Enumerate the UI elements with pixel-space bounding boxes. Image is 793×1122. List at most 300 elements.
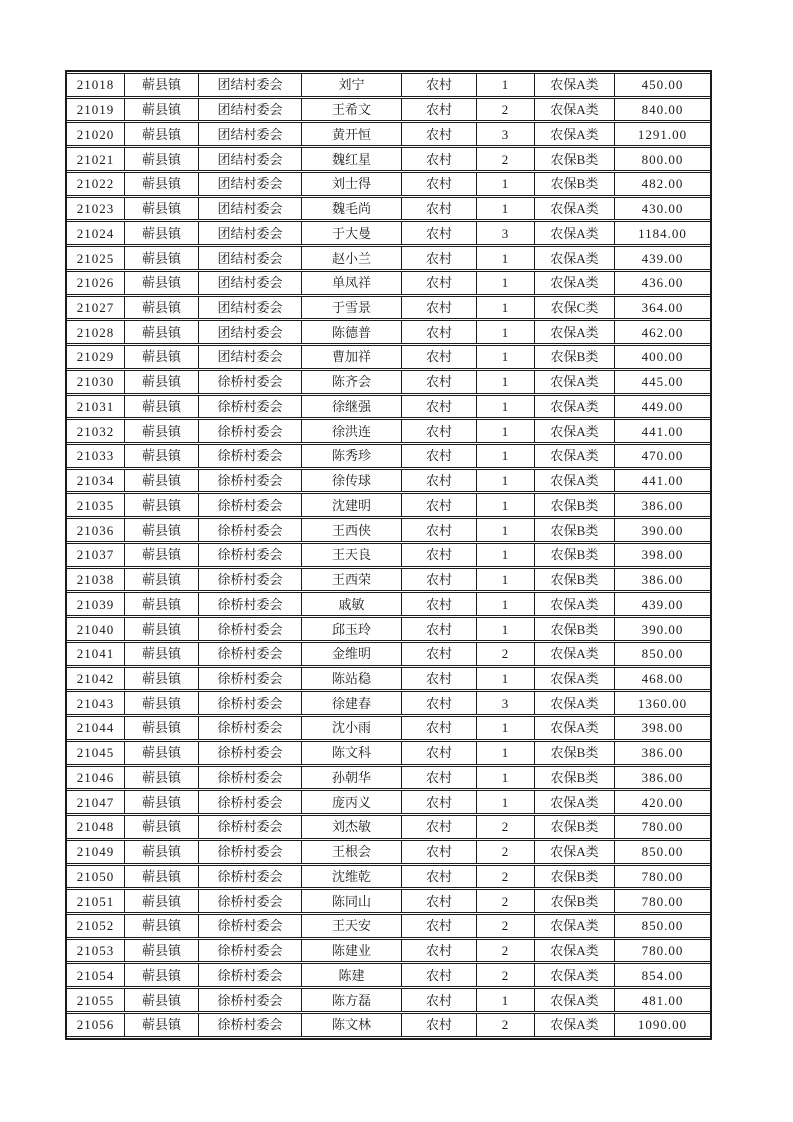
cell-village: 徐桥村委会	[199, 592, 302, 616]
table-row	[67, 741, 710, 765]
table-row	[67, 1013, 710, 1037]
cell-count: 1	[477, 197, 535, 221]
cell-residence: 农村	[402, 988, 477, 1012]
cell-name: 黄开恒	[302, 122, 402, 146]
cell-count: 1	[477, 73, 535, 97]
cell-category: 农保A类	[535, 716, 615, 740]
cell-category: 农保B类	[535, 518, 615, 542]
table-row	[67, 939, 710, 963]
cell-id: 21055	[67, 988, 125, 1012]
cell-village: 徐桥村委会	[199, 914, 302, 938]
cell-amount: 441.00	[615, 469, 710, 493]
cell-id: 21040	[67, 617, 125, 641]
cell-village: 团结村委会	[199, 271, 302, 295]
cell-residence: 农村	[402, 221, 477, 245]
cell-village: 团结村委会	[199, 246, 302, 270]
cell-amount: 390.00	[615, 617, 710, 641]
cell-count: 1	[477, 543, 535, 567]
cell-id: 21025	[67, 246, 125, 270]
table-row	[67, 197, 710, 221]
cell-village: 徐桥村委会	[199, 419, 302, 443]
cell-amount: 441.00	[615, 419, 710, 443]
cell-name: 沈建明	[302, 493, 402, 517]
cell-residence: 农村	[402, 444, 477, 468]
cell-residence: 农村	[402, 691, 477, 715]
cell-amount: 439.00	[615, 246, 710, 270]
table-row	[67, 889, 710, 913]
cell-residence: 农村	[402, 766, 477, 790]
cell-village: 徐桥村委会	[199, 444, 302, 468]
cell-category: 农保B类	[535, 741, 615, 765]
cell-name: 徐传球	[302, 469, 402, 493]
cell-amount: 450.00	[615, 73, 710, 97]
cell-town: 蕲县镇	[125, 518, 199, 542]
table-row	[67, 147, 710, 171]
cell-id: 21048	[67, 815, 125, 839]
benefits-table	[65, 70, 712, 1040]
cell-category: 农保A类	[535, 939, 615, 963]
cell-residence: 农村	[402, 667, 477, 691]
cell-count: 1	[477, 246, 535, 270]
cell-town: 蕲县镇	[125, 320, 199, 344]
cell-town: 蕲县镇	[125, 914, 199, 938]
cell-id: 21053	[67, 939, 125, 963]
cell-town: 蕲县镇	[125, 543, 199, 567]
cell-amount: 462.00	[615, 320, 710, 344]
cell-village: 徐桥村委会	[199, 667, 302, 691]
cell-name: 陈文科	[302, 741, 402, 765]
cell-village: 徐桥村委会	[199, 716, 302, 740]
cell-town: 蕲县镇	[125, 939, 199, 963]
cell-category: 农保A类	[535, 419, 615, 443]
cell-village: 徐桥村委会	[199, 1013, 302, 1037]
table-body	[67, 73, 710, 1037]
cell-town: 蕲县镇	[125, 122, 199, 146]
cell-town: 蕲县镇	[125, 147, 199, 171]
cell-id: 21035	[67, 493, 125, 517]
cell-residence: 农村	[402, 172, 477, 196]
cell-category: 农保A类	[535, 246, 615, 270]
cell-id: 21033	[67, 444, 125, 468]
cell-name: 王西荣	[302, 568, 402, 592]
table-row	[67, 493, 710, 517]
cell-town: 蕲县镇	[125, 246, 199, 270]
cell-count: 2	[477, 1013, 535, 1037]
cell-id: 21036	[67, 518, 125, 542]
cell-amount: 445.00	[615, 370, 710, 394]
cell-id: 21056	[67, 1013, 125, 1037]
cell-name: 徐洪连	[302, 419, 402, 443]
cell-amount: 780.00	[615, 815, 710, 839]
cell-count: 1	[477, 395, 535, 419]
cell-category: 农保B类	[535, 568, 615, 592]
table-row	[67, 568, 710, 592]
cell-category: 农保A类	[535, 691, 615, 715]
cell-village: 徐桥村委会	[199, 370, 302, 394]
cell-amount: 439.00	[615, 592, 710, 616]
table-row	[67, 444, 710, 468]
cell-amount: 470.00	[615, 444, 710, 468]
cell-residence: 农村	[402, 493, 477, 517]
cell-category: 农保A类	[535, 73, 615, 97]
table-row	[67, 963, 710, 987]
cell-town: 蕲县镇	[125, 98, 199, 122]
cell-amount: 436.00	[615, 271, 710, 295]
cell-amount: 430.00	[615, 197, 710, 221]
cell-name: 陈同山	[302, 889, 402, 913]
cell-id: 21049	[67, 840, 125, 864]
table-row	[67, 518, 710, 542]
cell-residence: 农村	[402, 939, 477, 963]
cell-town: 蕲县镇	[125, 766, 199, 790]
cell-count: 1	[477, 469, 535, 493]
cell-count: 2	[477, 840, 535, 864]
cell-amount: 386.00	[615, 741, 710, 765]
cell-village: 徐桥村委会	[199, 642, 302, 666]
cell-count: 1	[477, 988, 535, 1012]
cell-id: 21041	[67, 642, 125, 666]
cell-village: 团结村委会	[199, 73, 302, 97]
table-row	[67, 271, 710, 295]
cell-name: 陈方磊	[302, 988, 402, 1012]
cell-id: 21043	[67, 691, 125, 715]
cell-town: 蕲县镇	[125, 73, 199, 97]
cell-town: 蕲县镇	[125, 642, 199, 666]
cell-town: 蕲县镇	[125, 790, 199, 814]
cell-village: 徐桥村委会	[199, 568, 302, 592]
cell-amount: 800.00	[615, 147, 710, 171]
cell-id: 21054	[67, 963, 125, 987]
cell-amount: 1184.00	[615, 221, 710, 245]
cell-category: 农保A类	[535, 790, 615, 814]
cell-category: 农保A类	[535, 395, 615, 419]
cell-category: 农保A类	[535, 963, 615, 987]
cell-amount: 780.00	[615, 865, 710, 889]
cell-category: 农保A类	[535, 592, 615, 616]
cell-id: 21026	[67, 271, 125, 295]
table-row	[67, 419, 710, 443]
cell-count: 2	[477, 642, 535, 666]
cell-id: 21023	[67, 197, 125, 221]
cell-residence: 农村	[402, 865, 477, 889]
cell-name: 曹加祥	[302, 345, 402, 369]
cell-village: 团结村委会	[199, 122, 302, 146]
cell-town: 蕲县镇	[125, 296, 199, 320]
cell-category: 农保B类	[535, 766, 615, 790]
cell-village: 徐桥村委会	[199, 840, 302, 864]
cell-amount: 780.00	[615, 889, 710, 913]
cell-residence: 农村	[402, 320, 477, 344]
cell-name: 陈站稳	[302, 667, 402, 691]
cell-count: 1	[477, 370, 535, 394]
cell-town: 蕲县镇	[125, 865, 199, 889]
cell-category: 农保A类	[535, 370, 615, 394]
cell-town: 蕲县镇	[125, 815, 199, 839]
cell-name: 沈维乾	[302, 865, 402, 889]
cell-amount: 780.00	[615, 939, 710, 963]
cell-amount: 1090.00	[615, 1013, 710, 1037]
cell-category: 农保A类	[535, 642, 615, 666]
cell-residence: 农村	[402, 271, 477, 295]
cell-amount: 398.00	[615, 716, 710, 740]
table-row	[67, 667, 710, 691]
cell-id: 21046	[67, 766, 125, 790]
cell-residence: 农村	[402, 543, 477, 567]
cell-category: 农保A类	[535, 444, 615, 468]
cell-village: 徐桥村委会	[199, 469, 302, 493]
cell-category: 农保B类	[535, 617, 615, 641]
cell-id: 21021	[67, 147, 125, 171]
cell-name: 于雪景	[302, 296, 402, 320]
cell-village: 徐桥村委会	[199, 518, 302, 542]
cell-count: 3	[477, 691, 535, 715]
cell-village: 徐桥村委会	[199, 691, 302, 715]
cell-name: 魏毛尚	[302, 197, 402, 221]
cell-name: 刘杰敏	[302, 815, 402, 839]
cell-name: 赵小兰	[302, 246, 402, 270]
cell-town: 蕲县镇	[125, 221, 199, 245]
cell-residence: 农村	[402, 518, 477, 542]
cell-amount: 420.00	[615, 790, 710, 814]
cell-count: 1	[477, 419, 535, 443]
table-row	[67, 370, 710, 394]
cell-residence: 农村	[402, 642, 477, 666]
cell-id: 21018	[67, 73, 125, 97]
cell-name: 王天安	[302, 914, 402, 938]
cell-id: 21047	[67, 790, 125, 814]
cell-village: 团结村委会	[199, 296, 302, 320]
cell-category: 农保A类	[535, 221, 615, 245]
table-row	[67, 716, 710, 740]
table-row	[67, 469, 710, 493]
table-row	[67, 790, 710, 814]
cell-residence: 农村	[402, 73, 477, 97]
cell-name: 徐建春	[302, 691, 402, 715]
cell-town: 蕲县镇	[125, 197, 199, 221]
cell-id: 21030	[67, 370, 125, 394]
cell-id: 21028	[67, 320, 125, 344]
cell-amount: 850.00	[615, 840, 710, 864]
cell-town: 蕲县镇	[125, 716, 199, 740]
cell-count: 2	[477, 914, 535, 938]
cell-village: 徐桥村委会	[199, 939, 302, 963]
table-row	[67, 840, 710, 864]
cell-count: 2	[477, 889, 535, 913]
cell-amount: 449.00	[615, 395, 710, 419]
cell-residence: 农村	[402, 963, 477, 987]
cell-count: 1	[477, 667, 535, 691]
cell-category: 农保A类	[535, 271, 615, 295]
table-row	[67, 815, 710, 839]
cell-village: 团结村委会	[199, 320, 302, 344]
table-row	[67, 642, 710, 666]
cell-town: 蕲县镇	[125, 568, 199, 592]
cell-id: 21022	[67, 172, 125, 196]
cell-town: 蕲县镇	[125, 469, 199, 493]
cell-name: 金维明	[302, 642, 402, 666]
cell-count: 1	[477, 568, 535, 592]
cell-village: 团结村委会	[199, 345, 302, 369]
cell-count: 1	[477, 271, 535, 295]
cell-name: 魏红星	[302, 147, 402, 171]
cell-amount: 481.00	[615, 988, 710, 1012]
cell-category: 农保B类	[535, 815, 615, 839]
cell-count: 2	[477, 963, 535, 987]
table-row	[67, 172, 710, 196]
table-row	[67, 296, 710, 320]
cell-residence: 农村	[402, 592, 477, 616]
cell-residence: 农村	[402, 840, 477, 864]
cell-category: 农保A类	[535, 667, 615, 691]
cell-amount: 854.00	[615, 963, 710, 987]
cell-id: 21039	[67, 592, 125, 616]
cell-name: 单凤祥	[302, 271, 402, 295]
cell-category: 农保B类	[535, 147, 615, 171]
cell-town: 蕲县镇	[125, 370, 199, 394]
cell-count: 2	[477, 865, 535, 889]
cell-residence: 农村	[402, 815, 477, 839]
cell-name: 沈小雨	[302, 716, 402, 740]
cell-category: 农保B类	[535, 345, 615, 369]
cell-count: 3	[477, 221, 535, 245]
cell-category: 农保A类	[535, 320, 615, 344]
cell-name: 陈德普	[302, 320, 402, 344]
cell-count: 1	[477, 493, 535, 517]
cell-category: 农保A类	[535, 1013, 615, 1037]
cell-count: 1	[477, 320, 535, 344]
cell-amount: 390.00	[615, 518, 710, 542]
cell-amount: 364.00	[615, 296, 710, 320]
table-row	[67, 766, 710, 790]
cell-id: 21029	[67, 345, 125, 369]
cell-count: 1	[477, 296, 535, 320]
cell-count: 2	[477, 147, 535, 171]
table-row	[67, 543, 710, 567]
cell-town: 蕲县镇	[125, 667, 199, 691]
cell-amount: 400.00	[615, 345, 710, 369]
cell-village: 团结村委会	[199, 98, 302, 122]
cell-count: 2	[477, 815, 535, 839]
cell-residence: 农村	[402, 469, 477, 493]
table-row	[67, 395, 710, 419]
cell-name: 于大曼	[302, 221, 402, 245]
table-row	[67, 691, 710, 715]
cell-category: 农保A类	[535, 914, 615, 938]
cell-residence: 农村	[402, 741, 477, 765]
cell-village: 徐桥村委会	[199, 766, 302, 790]
cell-name: 刘宁	[302, 73, 402, 97]
cell-amount: 398.00	[615, 543, 710, 567]
cell-residence: 农村	[402, 296, 477, 320]
cell-count: 1	[477, 790, 535, 814]
table-row	[67, 914, 710, 938]
cell-amount: 1291.00	[615, 122, 710, 146]
cell-id: 21020	[67, 122, 125, 146]
table-row	[67, 246, 710, 270]
cell-count: 1	[477, 741, 535, 765]
cell-residence: 农村	[402, 716, 477, 740]
cell-town: 蕲县镇	[125, 419, 199, 443]
cell-village: 团结村委会	[199, 197, 302, 221]
cell-residence: 农村	[402, 395, 477, 419]
cell-category: 农保A类	[535, 98, 615, 122]
cell-name: 孙朝华	[302, 766, 402, 790]
cell-category: 农保A类	[535, 988, 615, 1012]
cell-amount: 1360.00	[615, 691, 710, 715]
cell-id: 21050	[67, 865, 125, 889]
cell-town: 蕲县镇	[125, 988, 199, 1012]
cell-id: 21044	[67, 716, 125, 740]
cell-residence: 农村	[402, 568, 477, 592]
cell-id: 21051	[67, 889, 125, 913]
cell-count: 1	[477, 345, 535, 369]
cell-village: 徐桥村委会	[199, 865, 302, 889]
table-row	[67, 98, 710, 122]
cell-residence: 农村	[402, 246, 477, 270]
cell-count: 1	[477, 518, 535, 542]
cell-amount: 386.00	[615, 766, 710, 790]
cell-residence: 农村	[402, 1013, 477, 1037]
cell-town: 蕲县镇	[125, 592, 199, 616]
cell-residence: 农村	[402, 98, 477, 122]
cell-town: 蕲县镇	[125, 691, 199, 715]
cell-village: 徐桥村委会	[199, 988, 302, 1012]
cell-name: 徐继强	[302, 395, 402, 419]
cell-id: 21037	[67, 543, 125, 567]
cell-name: 陈秀珍	[302, 444, 402, 468]
table-row	[67, 865, 710, 889]
cell-id: 21031	[67, 395, 125, 419]
cell-category: 农保C类	[535, 296, 615, 320]
cell-village: 徐桥村委会	[199, 963, 302, 987]
cell-residence: 农村	[402, 197, 477, 221]
cell-amount: 850.00	[615, 914, 710, 938]
cell-town: 蕲县镇	[125, 889, 199, 913]
cell-category: 农保B类	[535, 172, 615, 196]
cell-id: 21032	[67, 419, 125, 443]
cell-village: 徐桥村委会	[199, 790, 302, 814]
cell-id: 21024	[67, 221, 125, 245]
cell-town: 蕲县镇	[125, 840, 199, 864]
cell-town: 蕲县镇	[125, 395, 199, 419]
cell-village: 团结村委会	[199, 221, 302, 245]
cell-town: 蕲县镇	[125, 1013, 199, 1037]
cell-residence: 农村	[402, 790, 477, 814]
cell-residence: 农村	[402, 617, 477, 641]
cell-name: 王天良	[302, 543, 402, 567]
cell-id: 21019	[67, 98, 125, 122]
cell-count: 3	[477, 122, 535, 146]
cell-amount: 482.00	[615, 172, 710, 196]
cell-village: 徐桥村委会	[199, 493, 302, 517]
cell-name: 陈齐会	[302, 370, 402, 394]
cell-village: 徐桥村委会	[199, 395, 302, 419]
cell-count: 1	[477, 172, 535, 196]
cell-category: 农保B类	[535, 493, 615, 517]
table-row	[67, 221, 710, 245]
cell-town: 蕲县镇	[125, 271, 199, 295]
cell-id: 21052	[67, 914, 125, 938]
cell-count: 1	[477, 716, 535, 740]
cell-id: 21038	[67, 568, 125, 592]
cell-village: 徐桥村委会	[199, 889, 302, 913]
cell-id: 21045	[67, 741, 125, 765]
cell-amount: 840.00	[615, 98, 710, 122]
cell-residence: 农村	[402, 147, 477, 171]
cell-village: 徐桥村委会	[199, 815, 302, 839]
cell-town: 蕲县镇	[125, 493, 199, 517]
table-row	[67, 592, 710, 616]
